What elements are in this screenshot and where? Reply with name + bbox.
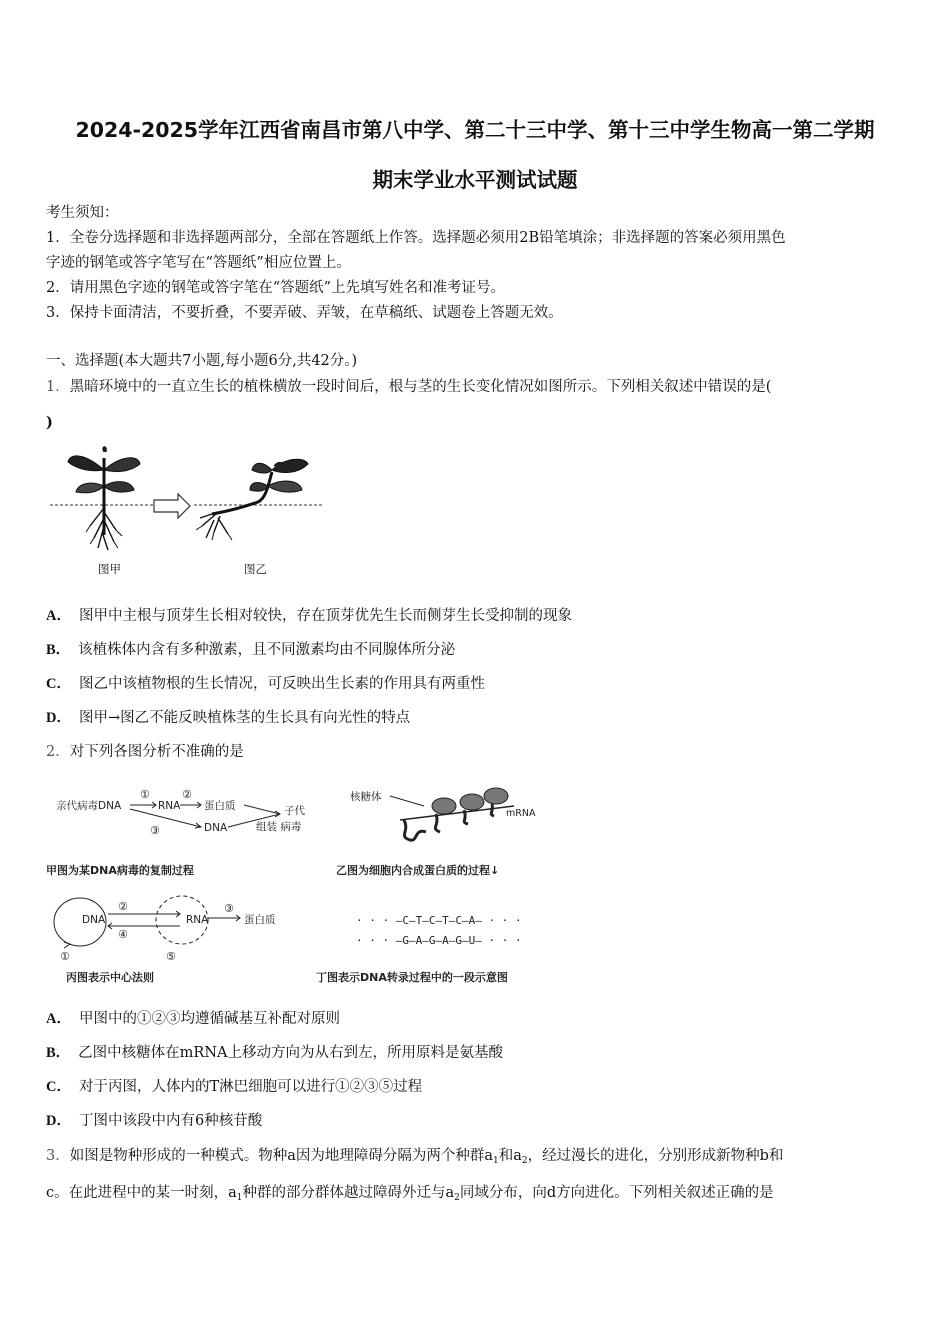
q1-stem-text: 黑暗环境中的一直立生长的植株横放一段时间后，根与茎的生长变化情况如图所示。下列相关叙述中错误的是(	[69, 379, 772, 395]
option-letter: D．	[46, 1113, 71, 1129]
q3-sub: 1	[236, 1193, 243, 1203]
jia-n3: ③	[150, 824, 160, 837]
option-letter: B．	[46, 1045, 71, 1061]
page-title-line1: 2024-2025学年江西省南昌市第八中学、第二十三中学、第十三中学生物高一第二学期	[75, 118, 875, 142]
bing-dna: DNA	[82, 914, 106, 926]
option-text: 甲图中的①②③均遵循碱基互补配对原则	[78, 1011, 340, 1027]
q1-plant-figure	[46, 440, 336, 585]
notice-item-1b: 字迹的钢笔或答字笔写在“答题纸”相应位置上。	[46, 255, 351, 271]
q1-option-b[interactable]	[46, 640, 455, 660]
q3-sub: 2	[454, 1193, 460, 1203]
q1-number: 1．	[46, 379, 70, 395]
plant-bent	[196, 459, 308, 540]
q1-stem-end: )	[46, 414, 53, 431]
option-letter: B．	[46, 642, 71, 658]
option-text: 图甲→图乙不能反映植株茎的生长具有向光性的特点	[78, 710, 411, 726]
option-letter: A．	[46, 608, 71, 624]
q2-option-b[interactable]	[46, 1043, 503, 1063]
option-text: 对于丙图，人体内的T淋巴细胞可以进行①②③⑤过程	[78, 1079, 423, 1095]
option-letter: C．	[46, 1079, 71, 1095]
fig-label-yi: 图乙	[244, 562, 267, 576]
option-text: 乙图中核糖体在mRNA上移动方向为从右到左，所用原料是氨基酸	[78, 1045, 503, 1061]
q3-text: ，经过漫长的进化，分别形成新物种b和	[527, 1148, 784, 1164]
q3-sub: 1	[493, 1156, 499, 1166]
notice-item-1a: 1．全卷分选择题和非选择题两部分，全部在答题纸上作答。选择题必须用2B铅笔填涂；非选择题的答案必须用黑色	[46, 230, 786, 246]
jia-n1: ①	[140, 788, 150, 801]
jia-child-1: 子代	[284, 805, 305, 817]
bing-n5: ⑤	[166, 950, 176, 963]
notice-item-2: 2．请用黑色字迹的钢笔或答字笔在“答题纸”上先填写姓名和准考证号。	[46, 280, 506, 296]
option-text: 图乙中该植物根的生长情况，可反映出生长素的作用具有两重性	[78, 676, 485, 692]
ribosome-3	[484, 788, 508, 804]
bing-protein: 蛋白质	[244, 914, 276, 926]
option-letter: A．	[46, 1011, 71, 1027]
page-title-line2: 期末学业水平测试试题	[372, 168, 578, 192]
plant-upright	[68, 447, 140, 550]
jia-dna: DNA	[204, 822, 228, 834]
q3-text: 同域分布，向d方向进化。下列相关叙述正确的是	[459, 1185, 774, 1201]
option-letter: D．	[46, 710, 71, 726]
option-text: 丁图中该段中内有6种核苷酸	[78, 1113, 263, 1129]
jia-n2: ②	[182, 788, 192, 801]
jia-caption: 甲图为某DNA病毒的复制过程	[46, 864, 194, 877]
yi-mrna-strand	[400, 806, 514, 820]
jia-child-2: 组装 病毒	[256, 821, 302, 833]
ding-seq-2: · · · —G—A—G—A—G—U— · · ·	[356, 934, 522, 947]
q2-figure	[44, 776, 564, 988]
q3-sub: 2	[521, 1156, 528, 1166]
bing-n4: ④	[118, 928, 128, 941]
fig-label-jia: 图甲	[98, 562, 121, 576]
option-text: 该植株体内含有多种激素，且不同激素均由不同腺体所分泌	[78, 642, 456, 658]
yi-mrna-label: mRNA	[506, 808, 536, 819]
transition-arrow-icon	[154, 494, 190, 518]
q1-option-d[interactable]	[46, 708, 410, 728]
bing-caption: 丙图表示中心法则	[66, 971, 154, 984]
q2-stem	[46, 742, 244, 762]
ribosome-2	[460, 794, 484, 810]
q1-option-c[interactable]	[46, 674, 485, 694]
q3-text: 如图是物种形成的一种模式。物种a因为地理障碍分隔为两个种群a	[69, 1148, 494, 1164]
q3-stem-line1	[46, 1146, 783, 1171]
q2-option-d[interactable]	[46, 1111, 262, 1131]
jia-rna: RNA	[158, 800, 181, 812]
q3-text: 种群的部分群体越过障碍外迁与a	[242, 1185, 455, 1201]
bing-n3: ③	[224, 902, 234, 915]
q3-number: 3．	[46, 1148, 70, 1164]
option-letter: C．	[46, 676, 71, 692]
option-text: 图甲中主根与顶芽生长相对较快，存在顶芽优先生长而侧芽生长受抑制的现象	[78, 608, 572, 624]
notice-item-3: 3．保持卡面清洁，不要折叠，不要弄破、弄皱，在草稿纸、试题卷上答题无效。	[46, 305, 563, 321]
jia-parent-dna: 亲代病毒DNA	[56, 800, 122, 812]
bing-n2: ②	[118, 900, 128, 913]
bing-n1: ①	[60, 950, 70, 963]
ding-caption: 丁图表示DNA转录过程中的一段示意图	[316, 971, 508, 984]
q2-option-a[interactable]	[46, 1009, 340, 1029]
ribosome-1	[432, 798, 456, 814]
yi-caption: 乙图为细胞内合成蛋白质的过程↓	[336, 864, 500, 877]
bing-rna: RNA	[186, 914, 209, 926]
section-heading: 一、选择题(本大题共7小题,每小题6分,共42分。)	[46, 353, 358, 369]
ding-seq-1: · · · —C—T—C—T—C—A— · · ·	[356, 914, 522, 927]
q3-text: 和a	[498, 1148, 522, 1164]
q2-option-c[interactable]	[46, 1077, 422, 1097]
q2-stem-text: 对下列各图分析不准确的是	[69, 744, 244, 760]
jia-protein: 蛋白质	[204, 800, 236, 812]
notice-heading: 考生须知：	[46, 205, 119, 221]
yi-ribosome-label: 核糖体	[350, 791, 382, 803]
q3-text: c。在此进程中的某一时刻，a	[46, 1185, 237, 1201]
q3-stem-line2	[46, 1183, 774, 1208]
q1-stem	[46, 377, 771, 397]
q2-number: 2．	[46, 744, 70, 760]
q1-option-a[interactable]	[46, 606, 572, 626]
